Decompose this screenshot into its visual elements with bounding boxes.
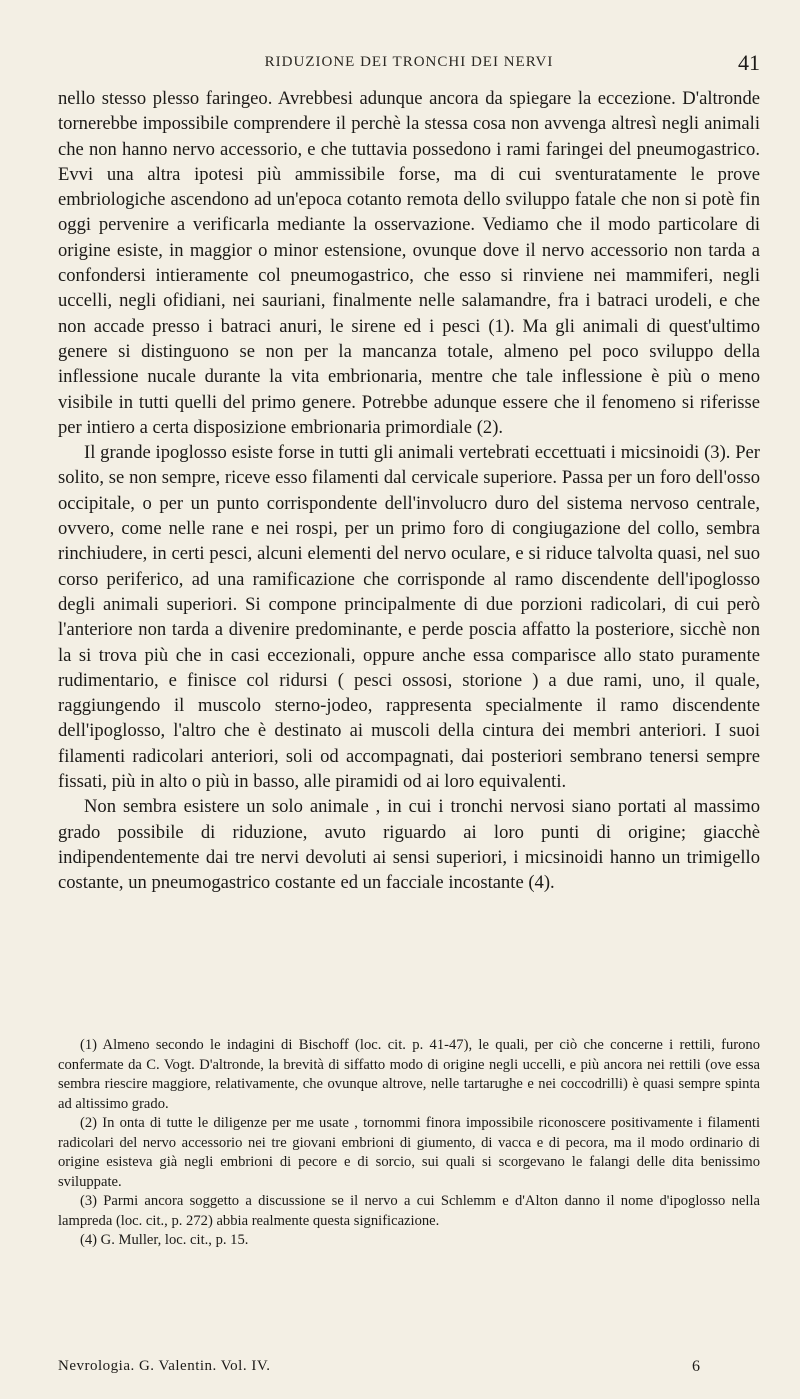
footnote-1: (1) Almeno secondo le indagini di Bischoff (loc. cit. p. 41-47), le quali, per ciò che concerne i rettili, furono confermate da C. Vogt. D'altronde, la brevità di siffatto modo di origine negli uccelli, e più ancora nei rettili (ove essa sembra riescire maggiore, relativamente, che ovunque altrove, nelle tartarughe e nei coccodrilli) è quasi sempre spinta ad altissimo grado. <box>58 1037 760 1112</box>
running-title: RIDUZIONE DEI TRONCHI DEI NERVI <box>264 54 554 70</box>
page-header <box>58 50 760 80</box>
printer-signature: Nevrologia. G. Valentin. Vol. IV. <box>58 1358 271 1374</box>
paragraph-3: Non sembra esistere un solo animale , in cui i tronchi nervosi siano portati al massimo grado possibile di riduzione, avuto riguardo ai loro punti di origine; giacchè indipendentemente dai tre nervi devoluti ai sensi superiori, i micsinoidi hanno un trimigello costante, un pneumogastrico costante ed un facciale incostante (4). <box>58 796 760 894</box>
footnotes <box>58 1036 760 1251</box>
footnote-3: (3) Parmi ancora soggetto a discussione se il nervo a cui Schlemm e d'Alton danno il nome d'ipoglosso nella lampreda (loc. cit., p. 272) abbia realmente questa significazione. <box>58 1193 760 1229</box>
footnote-4: (4) G. Muller, loc. cit., p. 15. <box>80 1232 249 1248</box>
paragraph-2: Il grande ipoglosso esiste forse in tutti gli animali vertebrati eccettuati i micsinoidi (3). Per solito, se non sempre, riceve esso filamenti dal cervicale superiore. Passa per un foro dell'osso occipitale, o per un punto corrispondente dell'involucro duro del sistema nervoso centrale, ovvero, come nelle rane e nei rospi, per un primo foro di congiugazione del collo, sembra rinchiudere, in certi pesci, alcuni elementi del nervo oculare, e si riduce talvolta quasi, nel suo corso periferico, ad una ramificazione che corrisponde al ramo discendente dell'ipoglosso degli animali superiori. Si compone principalmente di due porzioni radicolari, di cui però l'anteriore non tarda a divenire predominante, e perde poscia affatto la posteriore, sicchè non la si trova più che in casi eccezionali, oppure anche essa comparisce allo stato puramente rudimentario, e finisce col ridursi ( pesci ossosi, storione ) a due rami, uno, il quale, raggiungendo il muscolo sterno-jodeo, rappresenta specialmente il ramo discendente dell'ipoglosso, l'altro che è destinato ai muscoli della cintura dei membri anteriori. I suoi filamenti radicolari anteriori, soli od accompagnati, dai posteriori sembrano tenersi sempre fissati, più in alto o più in basso, alle piramidi od ai loro equivalenti. <box>58 442 760 793</box>
paragraph-1: nello stesso plesso faringeo. Avrebbesi adunque ancora da spiegare la eccezione. D'altronde tornerebbe impossibile comprendere il perchè la stessa cosa non avvenga altresì negli animali che non hanno nervo accessorio, e che tuttavia possedono i rami faringei del pneumogastrico. Evvi una altra ipotesi più ammissibile forse, ma di cui sventuratamente le prove embriologiche ascendono ad un'epoca cotanto remota dello sviluppo fatale che non si potè fin oggi pervenire a verificarla mediante la osservazione. Vediamo che il modo particolare di origine esiste, in maggior o minor estensione, ovunque dove il nervo accessorio non tarda a confondersi intieramente col pneumogastrico, che esso si rinviene nei mammiferi, negli uccelli, negli ofidiani, nei sauriani, finalmente nelle salamandre, fra i batraci urodeli, e che non accade presso i batraci anuri, le sirene ed i pesci (1). Ma gli animali di quest'ultimo genere si distinguono se non per la mancanza totale, almeno pel poco sviluppo della inflessione nucale durante la vita embrionaria, mentre che tale inflessione è più o meno visibile in tutti quelli del primo genere. Potrebbe adunque essere che il fenomeno si riferisse per intiero a certa disposizione embrionaria primordiale (2). <box>58 88 760 438</box>
page-footer <box>58 1358 760 1382</box>
page-number: 41 <box>738 50 760 75</box>
footnote-2: (2) In onta di tutte le diligenze per me usate , tornommi finora impossibile riconoscere positivamente i filamenti radicolari del nervo accessorio nei tre giovani embrioni di giumento, di vacca e di pecora, ma il modo ordinario di origine esisteva già negli embrioni di pecore e di sorcio, sui quali si scorgevano le falangi delle dita benissimo sviluppate. <box>58 1115 760 1190</box>
signature-number: 6 <box>692 1358 700 1375</box>
main-text <box>58 86 760 896</box>
